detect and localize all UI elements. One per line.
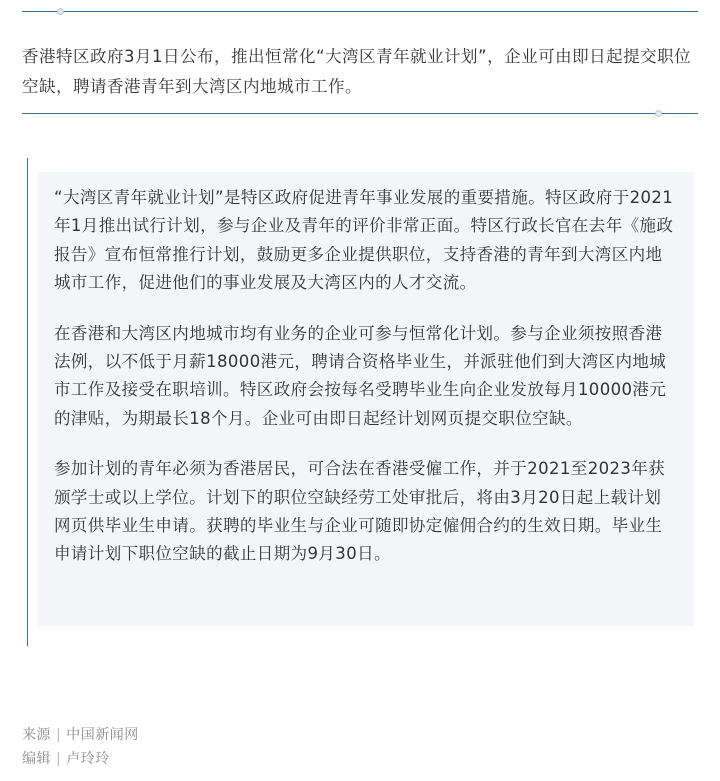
footer-source [22,724,139,744]
editor-value: 卢玲玲 [66,751,110,767]
editor-label: 编辑 [22,751,51,767]
top-divider-dot [57,8,64,15]
quote-paragraph-3: 参加计划的青年必须为香港居民，可合法在香港受僱工作，并于2021至2023年获颁学士或以上学位。计划下的职位空缺经劳工处审批后，将由3月20日起上载计划网页供毕业生申请。获聘的毕业生与企业可随即协定僱佣合约的生效日期。毕业生申请计划下职位空缺的截止日期为9月30日。 [54,459,666,564]
quote-block [38,172,694,626]
lead-paragraph: 香港特区政府3月1日公布，推出恒常化“大湾区青年就业计划”，企业可由即日起提交职位空缺，聘请香港青年到大湾区内地城市工作。 [22,47,692,96]
top-divider-line [22,11,698,12]
quote-paragraph-2: 在香港和大湾区内地城市均有业务的企业可参与恒常化计划。参与企业须按照香港法例，以不低于月薪18000港元，聘请合资格毕业生，并派驻他们到大湾区内地城市工作及接受在职培训。特区政府会按每名受聘毕业生向企业发放每月10000港元的津贴，为期最长18个月。企业可由即日起经计划网页提交职位空缺。 [54,323,667,428]
source-value: 中国新闻网 [66,727,139,743]
editor-separator: | [56,751,62,767]
quote-paragraph-1: “大湾区青年就业计划”是特区政府促进青年事业发展的重要措施。特区政府于2021年1月推出试行计划，参与企业及青年的评价非常正面。特区行政长官在去年《施政报告》宣布恒常推行计划，鼓励更多企业提供职位，支持香港的青年到大湾区内地城市工作，促进他们的事业发展及大湾区内的人才交流。 [54,188,674,293]
source-label: 来源 [22,727,51,743]
quote-accent-bar [27,158,28,646]
source-separator: | [56,727,62,743]
footer-editor [22,748,110,768]
bottom-divider-line [22,113,698,114]
bottom-divider-dot [655,110,662,117]
